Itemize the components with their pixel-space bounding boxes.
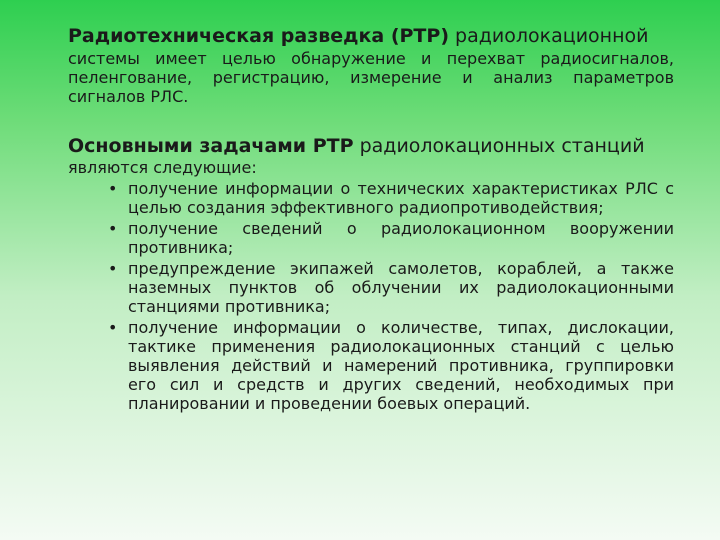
list-item bbox=[68, 259, 674, 316]
list-item bbox=[68, 318, 674, 413]
list-item bbox=[68, 219, 674, 257]
list-item-text: получение информации о количестве, типах, дислокации, тактике применения радиолокационных станций с целью выявления действий и намерений противника, группировки его сил и средств и других сведений, необходимых при планировании и проведении боевых операций. bbox=[128, 318, 674, 413]
tasks-list bbox=[68, 179, 674, 413]
paragraph-lead bbox=[68, 24, 674, 48]
list-item-text: получение сведений о радиолокационном вооружении противника; bbox=[128, 219, 674, 257]
bullet-icon: • bbox=[108, 259, 118, 278]
paragraph-lead bbox=[68, 134, 674, 158]
list-item-text: предупреждение экипажей самолетов, кораблей, а также наземных пунктов об облучении их радиолокационными станциями противника; bbox=[128, 259, 674, 316]
list-item bbox=[68, 179, 674, 217]
bullet-icon: • bbox=[108, 219, 118, 238]
paragraph-body: системы имеет целью обнаружение и перехват радиосигналов, пеленгование, регистрацию, измерение и анализ параметров сигналов РЛС. bbox=[68, 49, 674, 106]
paragraph-rtr-definition bbox=[68, 24, 674, 106]
list-item-text: получение информации о технических характеристиках РЛС с целью создания эффективного радиопротиводействия; bbox=[128, 179, 674, 217]
lead-continuation: радиолокационной bbox=[449, 25, 649, 47]
slide-content bbox=[68, 20, 674, 413]
paragraph-tasks bbox=[68, 134, 674, 413]
bullet-icon: • bbox=[108, 318, 118, 337]
term-heading: Радиотехническая разведка (РТР) bbox=[68, 25, 450, 47]
lead-continuation: радиолокационных станций bbox=[353, 135, 645, 157]
tasks-intro: являются следующие: bbox=[68, 158, 257, 177]
bullet-icon: • bbox=[108, 179, 118, 198]
term-heading: Основными задачами РТР bbox=[68, 135, 354, 157]
